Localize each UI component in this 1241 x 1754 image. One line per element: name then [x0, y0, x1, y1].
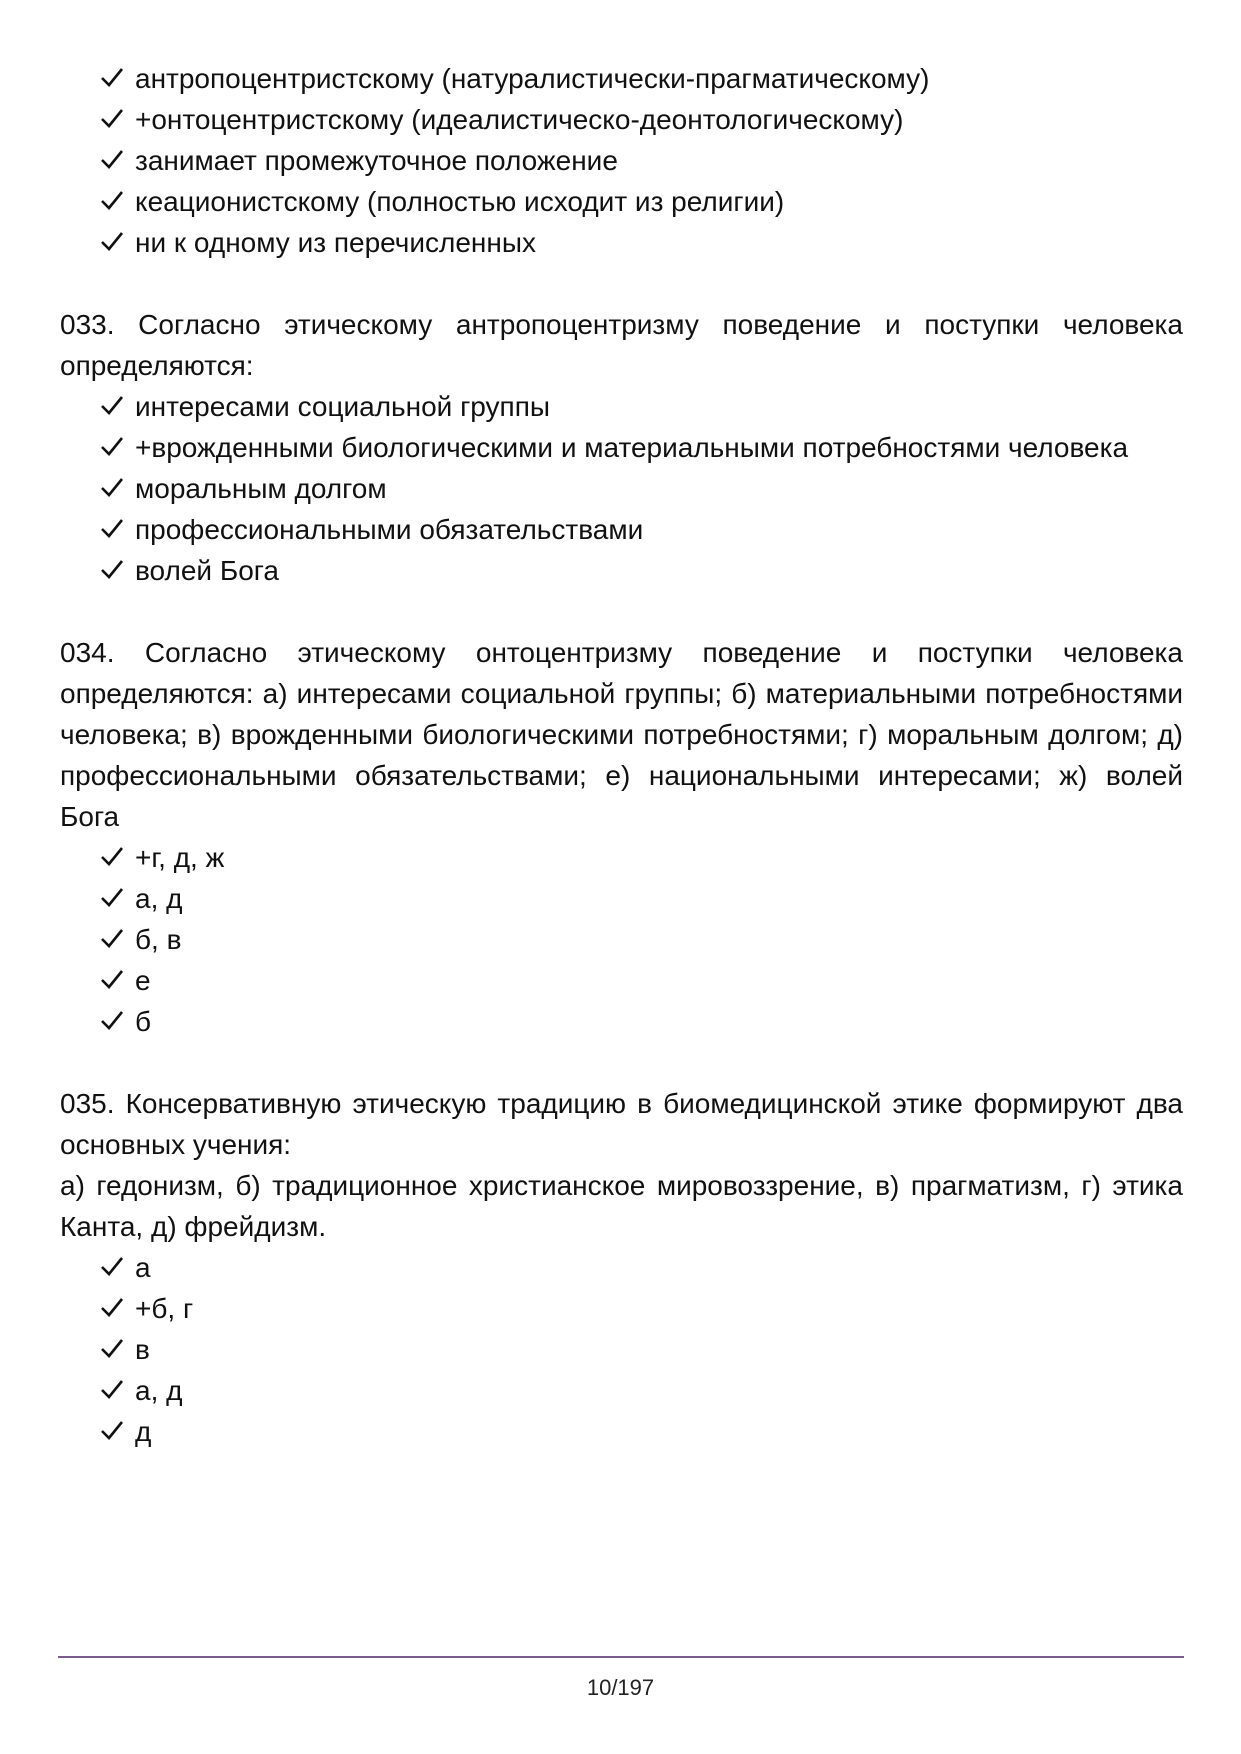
spacer	[60, 1042, 1183, 1083]
checkmark-icon	[100, 550, 126, 591]
option-item	[60, 181, 1183, 222]
option-item	[60, 919, 1183, 960]
checkmark-icon	[100, 1247, 126, 1288]
option-item	[60, 1001, 1183, 1042]
document-body	[60, 58, 1183, 1452]
option-item	[60, 427, 1183, 468]
question-subtext: а) гедонизм, б) традиционное христианское мировоззрение, в) прагматизм, г) этика Канта, д) фрейдизм.	[60, 1170, 1183, 1242]
option-text: в	[135, 1334, 150, 1365]
checkmark-icon	[100, 1411, 126, 1452]
option-item	[60, 837, 1183, 878]
checkmark-icon	[100, 58, 126, 99]
option-item	[60, 878, 1183, 919]
page-number: 10/197	[586, 1675, 655, 1700]
footer-divider	[58, 1656, 1184, 1658]
question-text: 034. Согласно этическому онтоцентризму поведение и поступки человека определяются: а) интересами социальной группы; б) материальными потребностями человека; в) врожденными биологическими потребностями; г) моральным долгом; д) профессиональными обязательствами; е) национальными интересами; ж) волей Бога	[60, 637, 1183, 832]
option-item	[60, 386, 1183, 427]
option-text: интересами социальной группы	[135, 391, 551, 422]
checkmark-icon	[100, 509, 126, 550]
option-item	[60, 1288, 1183, 1329]
option-list	[60, 58, 1183, 263]
option-list	[60, 1247, 1183, 1452]
option-text: ни к одному из перечисленных	[135, 227, 536, 258]
option-item	[60, 468, 1183, 509]
checkmark-icon	[100, 140, 126, 181]
option-item	[60, 99, 1183, 140]
question-block-033	[60, 304, 1183, 591]
option-text: +врожденными биологическими и материальными потребностями человека	[135, 432, 1129, 463]
option-item	[60, 1370, 1183, 1411]
option-text: профессиональными обязательствами	[135, 514, 644, 545]
option-text: кеационистскому (полностью исходит из религии)	[135, 186, 785, 217]
option-item	[60, 960, 1183, 1001]
spacer	[60, 263, 1183, 304]
option-text: антропоцентристскому (натуралистически-прагматическому)	[135, 63, 930, 94]
option-item	[60, 1411, 1183, 1452]
question-block-034	[60, 632, 1183, 1042]
option-text: б, в	[135, 924, 182, 955]
checkmark-icon	[100, 222, 126, 263]
question-block-035	[60, 1083, 1183, 1452]
question-text: 035. Консервативную этическую традицию в биомедицинской этике формируют два основных учения:	[60, 1088, 1183, 1160]
option-text: а, д	[135, 883, 183, 914]
spacer	[60, 591, 1183, 632]
checkmark-icon	[100, 427, 126, 468]
checkmark-icon	[100, 468, 126, 509]
checkmark-icon	[100, 1370, 126, 1411]
checkmark-icon	[100, 837, 126, 878]
checkmark-icon	[100, 386, 126, 427]
option-item	[60, 1247, 1183, 1288]
checkmark-icon	[100, 919, 126, 960]
option-text: +г, д, ж	[135, 842, 225, 873]
option-text: а	[135, 1252, 151, 1283]
checkmark-icon	[100, 1288, 126, 1329]
option-item	[60, 58, 1183, 99]
checkmark-icon	[100, 99, 126, 140]
option-text: моральным долгом	[135, 473, 387, 504]
option-list	[60, 386, 1183, 591]
option-item	[60, 140, 1183, 181]
checkmark-icon	[100, 960, 126, 1001]
option-text: занимает промежуточное положение	[135, 145, 618, 176]
option-text: б	[135, 1006, 152, 1037]
option-item	[60, 1329, 1183, 1370]
option-text: волей Бога	[135, 555, 279, 586]
option-list	[60, 837, 1183, 1042]
option-item	[60, 550, 1183, 591]
checkmark-icon	[100, 1001, 126, 1042]
option-item	[60, 509, 1183, 550]
checkmark-icon	[100, 878, 126, 919]
checkmark-icon	[100, 181, 126, 222]
option-text: +онтоцентристскому (идеалистическо-деонтологическому)	[135, 104, 904, 135]
question-block-continued	[60, 58, 1183, 263]
checkmark-icon	[100, 1329, 126, 1370]
option-text: +б, г	[135, 1293, 194, 1324]
option-item	[60, 222, 1183, 263]
option-text: е	[135, 965, 151, 996]
option-text: д	[135, 1416, 152, 1447]
option-text: а, д	[135, 1375, 183, 1406]
question-text: 033. Согласно этическому антропоцентризму поведение и поступки человека определяются:	[60, 309, 1183, 381]
